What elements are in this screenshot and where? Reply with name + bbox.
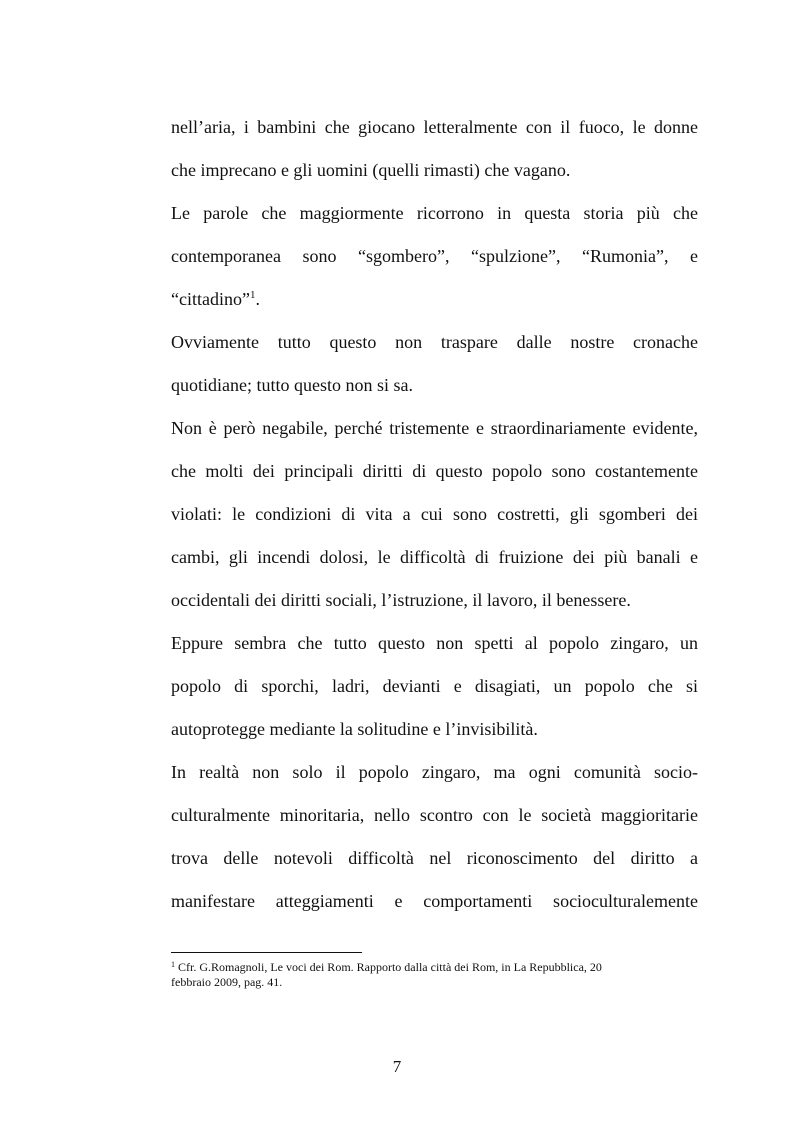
body-line: nell’aria, i bambini che giocano letteralmente con il fuoco, le donne: [171, 117, 698, 137]
body-line: che imprecano e gli uomini (quelli rimasti) che vagano.: [171, 160, 571, 180]
footnote-reference: 1: [249, 289, 256, 301]
page-number: 7: [392, 1057, 402, 1076]
body-line: violati: le condizioni di vita a cui sono costretti, gli sgomberi dei: [171, 504, 698, 524]
body-line: cambi, gli incendi dolosi, le difficoltà di fruizione dei più banali e: [171, 547, 698, 567]
body-line-punctuation: .: [255, 289, 260, 309]
body-line: trova delle notevoli difficoltà nel riconoscimento del diritto a: [171, 848, 698, 868]
footnote-line: [171, 960, 671, 975]
footnote: [171, 960, 671, 990]
footnote-marker: 1: [171, 960, 175, 969]
footnote-divider: [171, 952, 362, 953]
body-line: [171, 288, 698, 310]
body-line: occidentali dei diritti sociali, l’istruzione, il lavoro, il benessere.: [171, 590, 631, 610]
body-line: Ovviamente tutto questo non traspare dalle nostre cronache: [171, 332, 698, 352]
footnote-text: Cfr. G.Romagnoli, Le voci dei Rom. Rapporto dalla città dei Rom, in La Repubblica, 20: [178, 960, 602, 974]
body-line: Eppure sembra che tutto questo non spetti al popolo zingaro, un: [171, 633, 698, 653]
footnote-line: febbraio 2009, pag. 41.: [171, 975, 283, 989]
body-line: autoprotegge mediante la solitudine e l’invisibilità.: [171, 719, 538, 739]
body-line: che molti dei principali diritti di questo popolo sono costantemente: [171, 461, 698, 481]
body-line: contemporanea sono “sgombero”, “spulzione”, “Rumonia”, e: [171, 246, 698, 266]
body-line: quotidiane; tutto questo non si sa.: [171, 375, 413, 395]
body-line: Le parole che maggiormente ricorrono in questa storia più che: [171, 203, 698, 223]
body-line: popolo di sporchi, ladri, devianti e disagiati, un popolo che si: [171, 676, 698, 696]
body-line: Non è però negabile, perché tristemente e straordinariamente evidente,: [171, 418, 698, 438]
body-line: manifestare atteggiamenti e comportamenti socioculturalemente: [171, 891, 698, 911]
body-line: culturalmente minoritaria, nello scontro con le società maggioritarie: [171, 805, 698, 825]
body-line-text: “cittadino”: [171, 289, 250, 309]
body-line: In realtà non solo il popolo zingaro, ma ogni comunità socio-: [171, 762, 698, 782]
